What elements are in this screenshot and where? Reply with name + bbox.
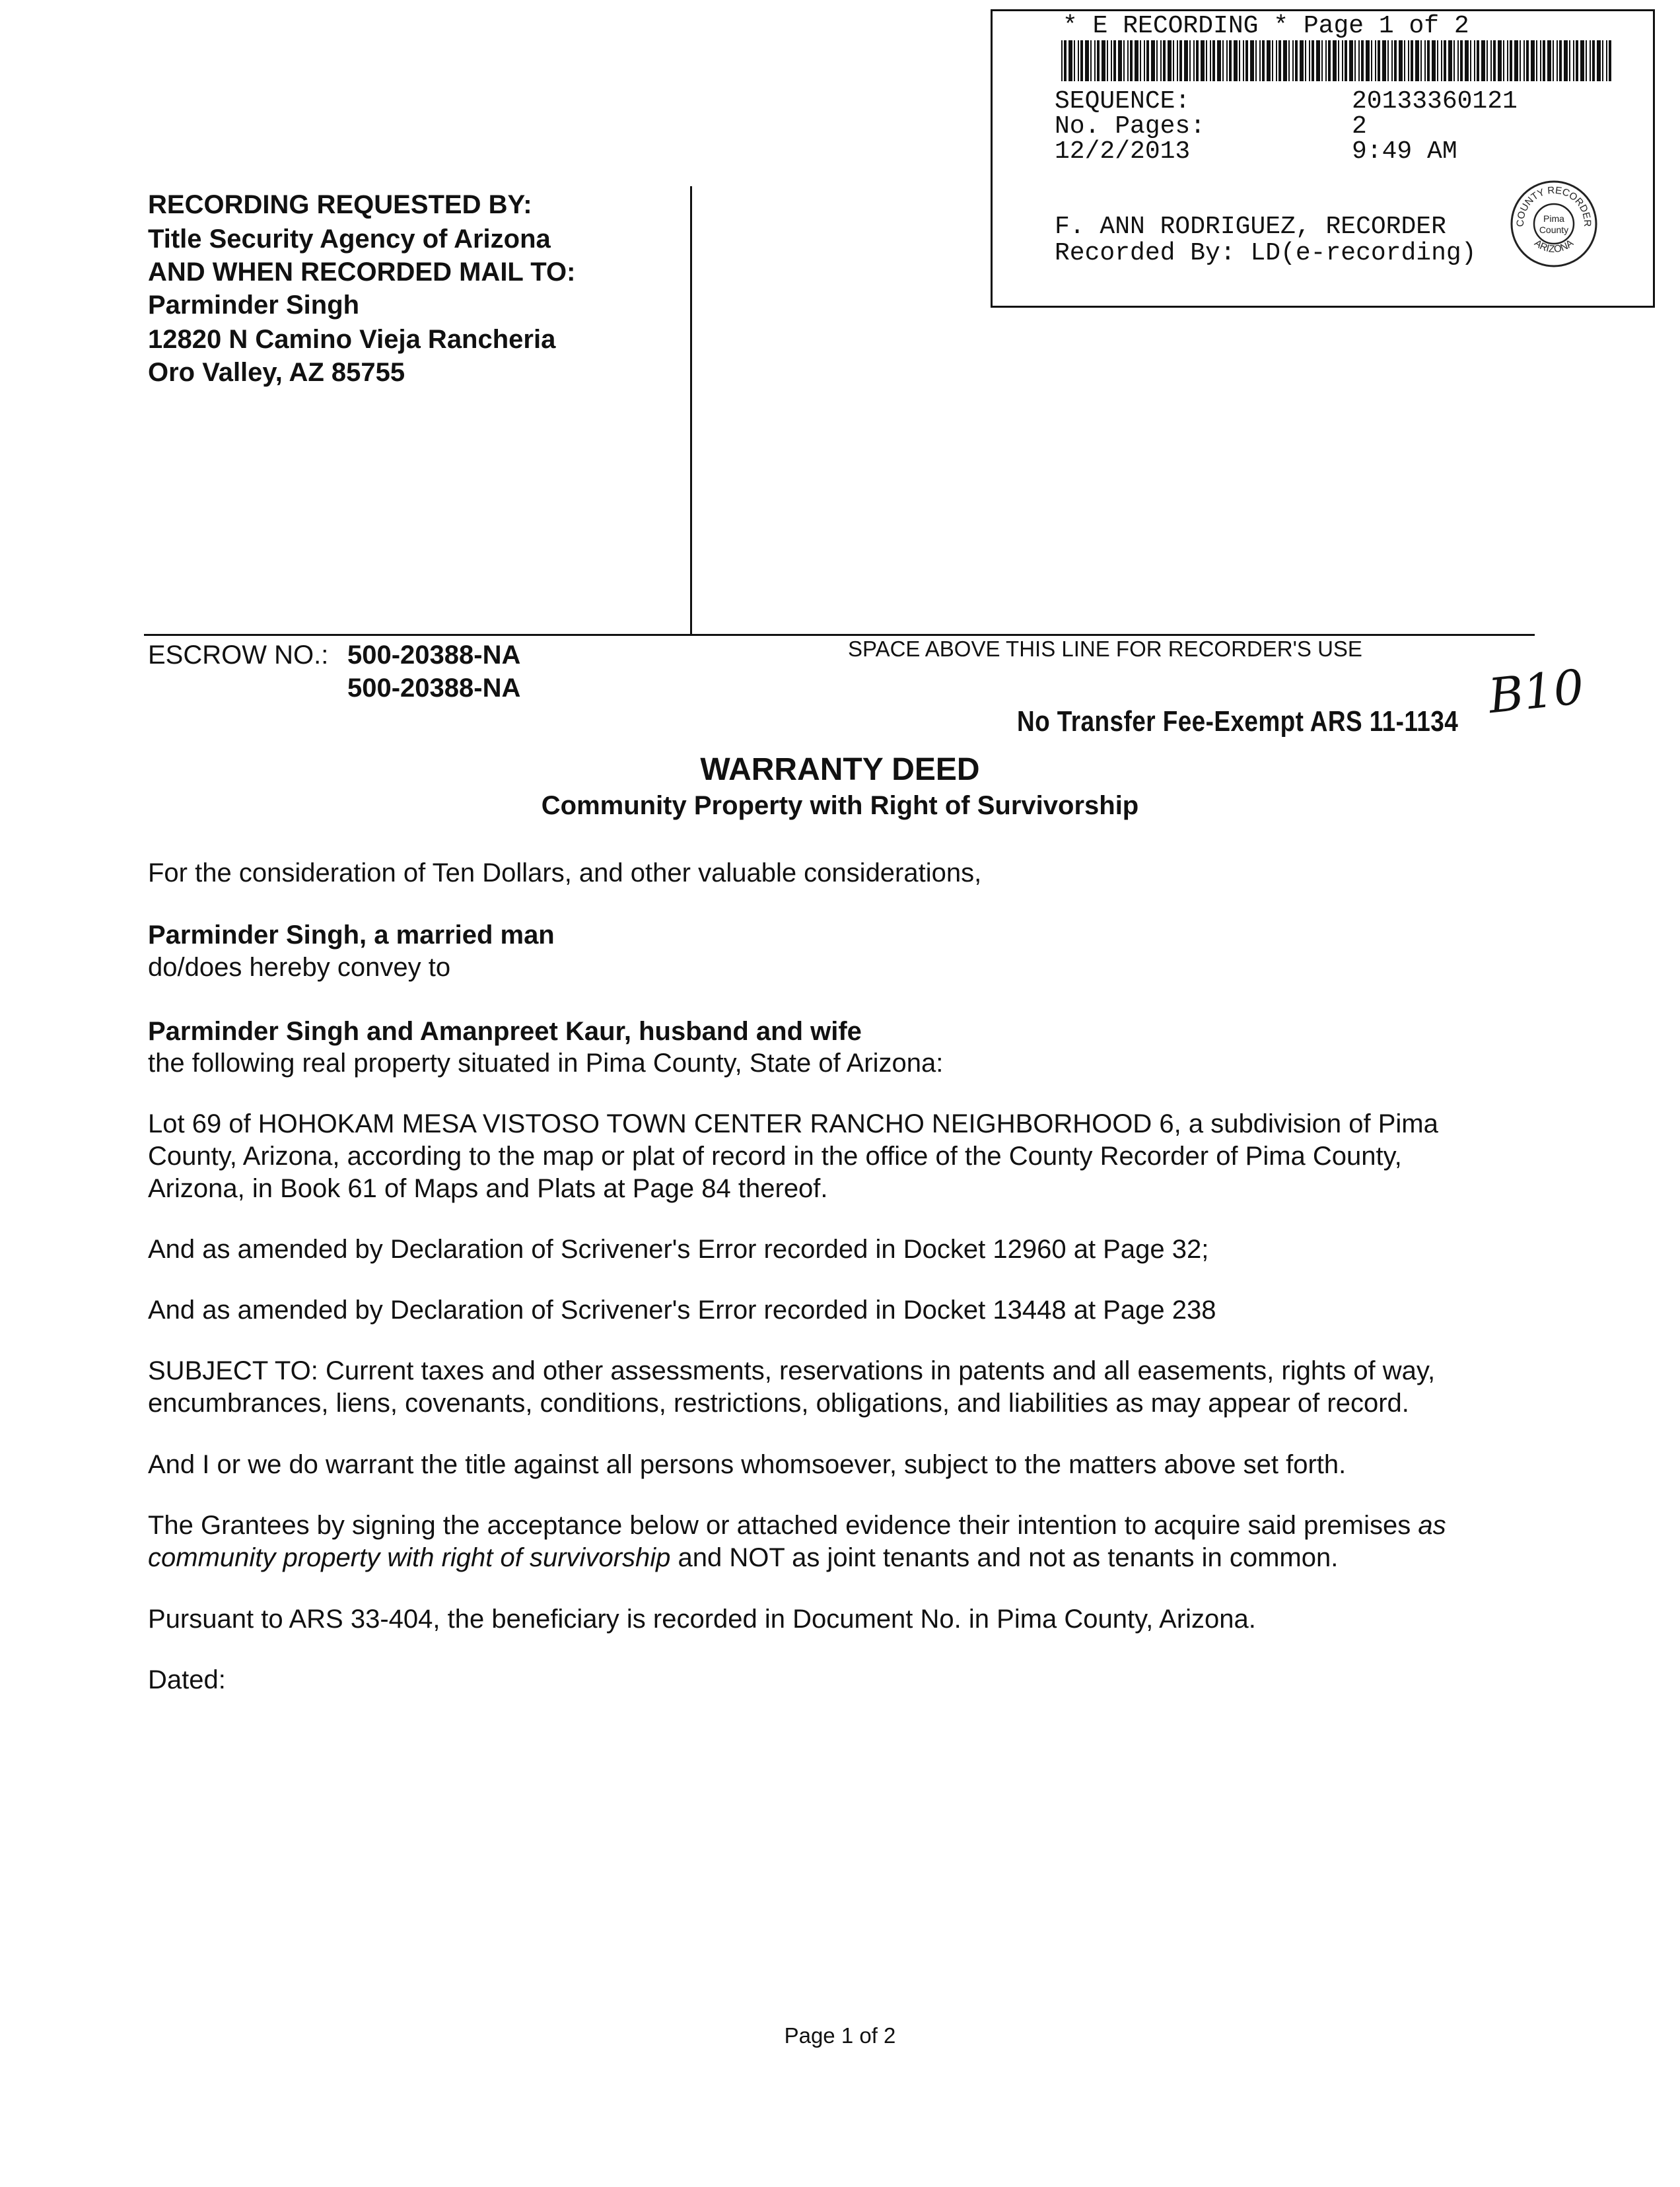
barcode-bar: [1173, 40, 1174, 81]
barcode-bar: [1229, 40, 1232, 81]
barcode-bar: [1107, 40, 1108, 81]
barcode: [1060, 40, 1612, 81]
barcode-bar: [1408, 40, 1409, 81]
barcode-bar: [1111, 40, 1112, 81]
barcode-bar: [1498, 40, 1502, 81]
convey-clause: do/does hereby convey to: [148, 953, 451, 982]
barcode-bar: [1243, 40, 1244, 81]
barcode-bar: [1354, 40, 1356, 81]
barcode-bar: [1557, 40, 1558, 81]
escrow-label: ESCROW NO.:: [148, 641, 329, 670]
barcode-bar: [1609, 40, 1611, 81]
barcode-bar: [1338, 40, 1339, 81]
barcode-bar: [1477, 40, 1479, 81]
amendment-1: And as amended by Declaration of Scrivener's Error recorded in Docket 12960 at Page 32;: [148, 1235, 1209, 1264]
barcode-bar: [1465, 40, 1469, 81]
barcode-bar: [1520, 40, 1521, 81]
barcode-bar: [1130, 40, 1133, 81]
barcode-bar: [1064, 40, 1067, 81]
grantor: Parminder Singh, a married man: [148, 920, 555, 950]
county-recorder-seal-icon: [1509, 179, 1599, 269]
barcode-bar: [1295, 40, 1298, 81]
subject-to-line-1: SUBJECT TO: Current taxes and other assessments, reservations in patents and all easements, rights of way,: [148, 1356, 1436, 1385]
barcode-bar: [1580, 40, 1584, 81]
barcode-bar: [1239, 40, 1240, 81]
barcode-bar: [1245, 40, 1248, 81]
legal-description-line-3: Arizona, in Book 61 of Maps and Plats at Page 84 thereof.: [148, 1174, 828, 1203]
barcode-bar: [1424, 40, 1426, 81]
barcode-bar: [1328, 40, 1331, 81]
grantees-acceptance-italic: as: [1418, 1511, 1446, 1540]
barcode-bar: [1536, 40, 1537, 81]
barcode-bar: [1487, 40, 1488, 81]
barcode-bar: [1547, 40, 1551, 81]
property-intro: the following real property situated in Pima County, State of Arizona:: [148, 1049, 944, 1078]
pursuant-clause: Pursuant to ARS 33-404, the beneficiary is recorded in Document No. in Pima County, Arizona.: [148, 1605, 1256, 1634]
fee-exempt-stamp: No Transfer Fee-Exempt ARS 11-1134: [1017, 705, 1459, 738]
barcode-bar: [1366, 40, 1370, 81]
sequence-label: SEQUENCE:: [1055, 87, 1191, 116]
barcode-bar: [1371, 40, 1372, 81]
barcode-bar: [1151, 40, 1155, 81]
barcode-bar: [1278, 40, 1281, 81]
barcode-bar: [1576, 40, 1578, 81]
barcode-bar: [1590, 40, 1591, 81]
barcode-bar: [1300, 40, 1304, 81]
warranty-clause: And I or we do warrant the title against all persons whomsoever, subject to the matters above set forth.: [148, 1450, 1347, 1479]
barcode-bar: [1288, 40, 1290, 81]
barcode-bar: [1312, 40, 1314, 81]
barcode-bar: [1490, 40, 1492, 81]
barcode-bar: [1210, 40, 1211, 81]
barcode-bar: [1283, 40, 1287, 81]
barcode-bar: [1325, 40, 1327, 81]
recorder-use-notice: SPACE ABOVE THIS LINE FOR RECORDER'S USE: [848, 637, 1362, 661]
barcode-bar: [1432, 40, 1436, 81]
barcode-bar: [1349, 40, 1353, 81]
barcode-bar: [1444, 40, 1446, 81]
barcode-bar: [1146, 40, 1149, 81]
barcode-bar: [1085, 40, 1089, 81]
vertical-divider: [690, 186, 692, 635]
escrow-number-2: 500-20388-NA: [347, 674, 521, 703]
barcode-bar: [1453, 40, 1455, 81]
barcode-bar: [1276, 40, 1277, 81]
barcode-bar: [1606, 40, 1607, 81]
barcode-bar: [1404, 40, 1405, 81]
recorder-name: F. ANN RODRIGUEZ, RECORDER: [1055, 213, 1446, 241]
barcode-bar: [1201, 40, 1205, 81]
barcode-bar: [1387, 40, 1389, 81]
barcode-bar: [1470, 40, 1471, 81]
barcode-bar: [1316, 40, 1320, 81]
barcode-bar: [1222, 40, 1224, 81]
recorded-by: Recorded By: LD(e-recording): [1055, 239, 1477, 267]
barcode-bar: [1080, 40, 1083, 81]
pages-value: 2: [1352, 112, 1367, 141]
deed-title: WARRANTY DEED: [700, 752, 980, 787]
recording-date: 12/2/2013: [1055, 137, 1191, 166]
barcode-bar: [1543, 40, 1545, 81]
barcode-bar: [1602, 40, 1603, 81]
barcode-bar: [1526, 40, 1529, 81]
barcode-bar: [1523, 40, 1525, 81]
barcode-bar: [1127, 40, 1129, 81]
subject-to-line-2: encumbrances, liens, covenants, conditions, restrictions, obligations, and liabilities as may appear of record.: [148, 1389, 1409, 1418]
sequence-value: 20133360121: [1352, 87, 1518, 116]
barcode-bar: [1163, 40, 1166, 81]
mail-name: Parminder Singh: [148, 291, 360, 320]
seal-top-text: COUNTY RECORDER: [1514, 184, 1593, 227]
barcode-bar: [1168, 40, 1172, 81]
barcode-bar: [1361, 40, 1364, 81]
barcode-bar: [1427, 40, 1430, 81]
barcode-bar: [1097, 40, 1100, 81]
barcode-bar: [1267, 40, 1271, 81]
barcode-bar: [1345, 40, 1347, 81]
deed-subtitle: Community Property with Right of Survivorship: [541, 791, 1139, 820]
seal-center-line2: County: [1539, 225, 1569, 235]
barcode-bar: [1493, 40, 1496, 81]
barcode-bar: [1196, 40, 1199, 81]
barcode-bar: [1399, 40, 1403, 81]
amendment-2: And as amended by Declaration of Scrivener's Error recorded in Docket 13448 at Page 238: [148, 1296, 1216, 1325]
barcode-bar: [1378, 40, 1380, 81]
barcode-bar: [1391, 40, 1393, 81]
barcode-bar: [1272, 40, 1273, 81]
grantees-acceptance-text: The Grantees by signing the acceptance below or attached evidence their intention to acquire said premises: [148, 1511, 1418, 1540]
barcode-bar: [1333, 40, 1337, 81]
barcode-bar: [1420, 40, 1422, 81]
barcode-bar: [1189, 40, 1191, 81]
barcode-bar: [1382, 40, 1386, 81]
barcode-bar: [1441, 40, 1442, 81]
barcode-bar: [1184, 40, 1188, 81]
pages-label: No. Pages:: [1055, 112, 1206, 141]
barcode-bar: [1118, 40, 1122, 81]
barcode-bar: [1135, 40, 1138, 81]
barcode-bar: [1394, 40, 1397, 81]
legal-description-line-2: County, Arizona, according to the map or plat of record in the office of the County Recorder of Pima County,: [148, 1142, 1402, 1171]
consideration-clause: For the consideration of Ten Dollars, and other valuable considerations,: [148, 858, 982, 887]
dated-label: Dated:: [148, 1665, 226, 1694]
barcode-bar: [1123, 40, 1125, 81]
requested-by: Title Security Agency of Arizona: [148, 225, 551, 254]
barcode-bar: [1553, 40, 1554, 81]
barcode-bar: [1375, 40, 1376, 81]
barcode-bar: [1559, 40, 1562, 81]
barcode-bar: [1234, 40, 1238, 81]
barcode-bar: [1573, 40, 1574, 81]
requested-by-label: RECORDING REQUESTED BY:: [148, 190, 532, 219]
barcode-bar: [1510, 40, 1512, 81]
barcode-bar: [1068, 40, 1072, 81]
barcode-bar: [1586, 40, 1587, 81]
barcode-bar: [1262, 40, 1265, 81]
barcode-bar: [1358, 40, 1360, 81]
seal-bottom-text: ARIZONA: [1532, 237, 1576, 256]
barcode-bar: [1160, 40, 1162, 81]
barcode-bar: [1597, 40, 1601, 81]
barcode-bar: [1113, 40, 1116, 81]
barcode-bar: [1259, 40, 1261, 81]
grantees-acceptance-line-1: [148, 1510, 1446, 1542]
barcode-bar: [1156, 40, 1158, 81]
barcode-bar: [1177, 40, 1178, 81]
recorder-stamp-box: [991, 9, 1655, 308]
handwritten-code: B10: [1486, 658, 1587, 724]
barcode-bar: [1140, 40, 1141, 81]
svg-text:ARIZONA: [1532, 238, 1576, 256]
grantees-acceptance-line-2: [148, 1542, 1338, 1574]
barcode-bar: [1457, 40, 1459, 81]
barcode-bar: [1321, 40, 1323, 81]
barcode-bar: [1437, 40, 1438, 81]
page-number: Page 1 of 2: [784, 2023, 896, 2048]
barcode-bar: [1415, 40, 1419, 81]
barcode-bar: [1078, 40, 1079, 81]
barcode-bar: [1507, 40, 1508, 81]
barcode-bar: [1540, 40, 1541, 81]
barcode-bar: [1217, 40, 1221, 81]
recording-time: 9:49 AM: [1352, 137, 1457, 166]
seal-center-line1: Pima: [1543, 213, 1564, 224]
barcode-bar: [1569, 40, 1570, 81]
stamp-header: * E RECORDING * Page 1 of 2: [1063, 12, 1469, 40]
barcode-bar: [1448, 40, 1452, 81]
barcode-bar: [1179, 40, 1182, 81]
barcode-bar: [1212, 40, 1215, 81]
barcode-bar: [1592, 40, 1595, 81]
barcode-bar: [1255, 40, 1257, 81]
barcode-bar: [1226, 40, 1228, 81]
barcode-bar: [1102, 40, 1105, 81]
barcode-bar: [1564, 40, 1568, 81]
barcode-bar: [1074, 40, 1075, 81]
mail-to-label: AND WHEN RECORDED MAIL TO:: [148, 258, 576, 287]
barcode-bar: [1250, 40, 1254, 81]
barcode-bar: [1503, 40, 1504, 81]
mail-street: 12820 N Camino Vieja Rancheria: [148, 325, 556, 354]
barcode-bar: [1309, 40, 1310, 81]
barcode-bar: [1206, 40, 1207, 81]
barcode-bar: [1305, 40, 1306, 81]
barcode-bar: [1460, 40, 1463, 81]
barcode-bar: [1531, 40, 1535, 81]
barcode-bar: [1193, 40, 1195, 81]
barcode-bar: [1292, 40, 1294, 81]
barcode-bar: [1090, 40, 1092, 81]
barcode-bar: [1144, 40, 1145, 81]
escrow-number-1: 500-20388-NA: [347, 641, 521, 670]
grantees-acceptance-italic-phrase: community property with right of survivorship: [148, 1543, 671, 1572]
mail-city: Oro Valley, AZ 85755: [148, 358, 405, 387]
recorder-use-line: [144, 634, 1535, 636]
barcode-bar: [1481, 40, 1485, 81]
barcode-bar: [1061, 40, 1063, 81]
grantees: Parminder Singh and Amanpreet Kaur, husband and wife: [148, 1017, 862, 1046]
legal-description-line-1: Lot 69 of HOHOKAM MESA VISTOSO TOWN CENTER RANCHO NEIGHBORHOOD 6, a subdivision of Pima: [148, 1109, 1438, 1138]
barcode-bar: [1474, 40, 1475, 81]
barcode-bar: [1342, 40, 1343, 81]
grantees-acceptance-rest: and NOT as joint tenants and not as tenants in common.: [670, 1543, 1339, 1572]
barcode-bar: [1514, 40, 1518, 81]
barcode-bar: [1094, 40, 1096, 81]
barcode-bar: [1411, 40, 1413, 81]
